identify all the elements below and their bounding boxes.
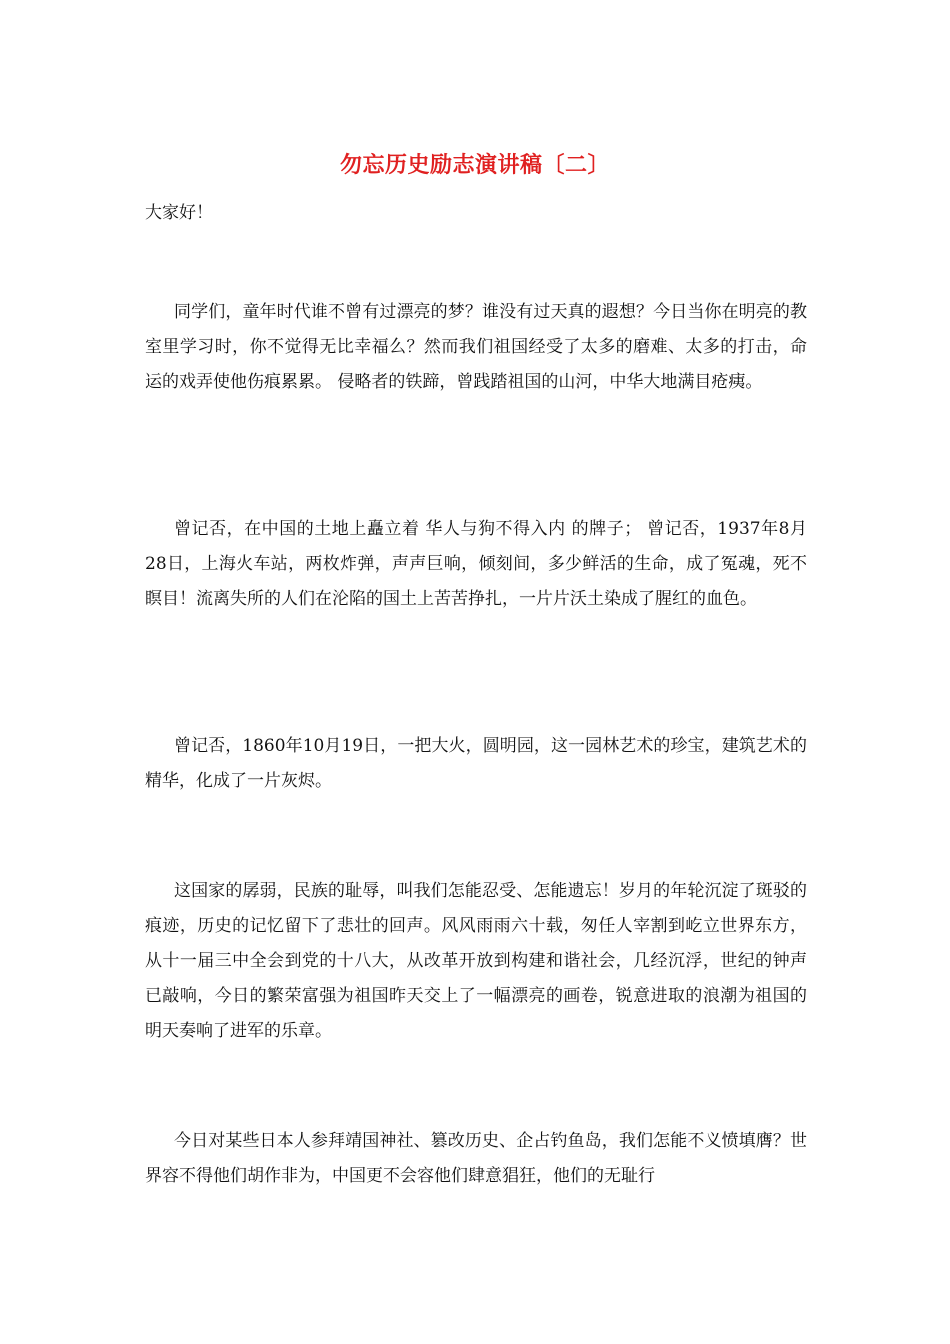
paragraph-5: 今日对某些日本人参拜靖国神社、篡改历史、企占钓鱼岛，我们怎能不义愤填膺？世界容不得他们胡作非为，中国更不会容他们肆意猖狂，他们的无耻行	[145, 1131, 807, 1186]
greeting-text: 大家好！	[145, 203, 213, 223]
paragraph-2: 曾记否，在中国的土地上矗立着 华人与狗不得入内 的牌子； 曾记否，1937年8月28日，上海火车站，两枚炸弹，声声巨响，倾刻间，多少鲜活的生命，成了冤魂，死不瞑目！流离失所的人们在沦陷的国土上苦苦挣扎，一片片沃土染成了腥红的血色。	[145, 519, 807, 609]
paragraph-4: 这国家的孱弱，民族的耻辱，叫我们怎能忍受、怎能遗忘！岁月的年轮沉淀了斑驳的痕迹，历史的记忆留下了悲壮的回声。风风雨雨六十载，匆任人宰割到屹立世界东方，从十一届三中全会到党的十八大，从改革开放到构建和谐社会，几经沉浮，世纪的钟声已敲响，今日的繁荣富强为祖国昨天交上了一幅漂亮的画卷，锐意进取的浪潮为祖国的明天奏响了进军的乐章。	[145, 881, 807, 1041]
paragraph-1: 同学们，童年时代谁不曾有过漂亮的梦？谁没有过天真的遐想？今日当你在明亮的教室里学习时，你不觉得无比幸福么？然而我们祖国经受了太多的磨难、太多的打击，命运的戏弄使他伤痕累累。 侵略者的铁蹄，曾践踏祖国的山河，中华大地满目疮痍。	[145, 302, 807, 392]
document-title: 勿忘历史励志演讲稿〔二〕	[339, 152, 610, 178]
paragraph-3: 曾记否，1860年10月19日，一把大火，圆明园，这一园林艺术的珍宝，建筑艺术的精华，化成了一片灰烬。	[145, 736, 807, 791]
